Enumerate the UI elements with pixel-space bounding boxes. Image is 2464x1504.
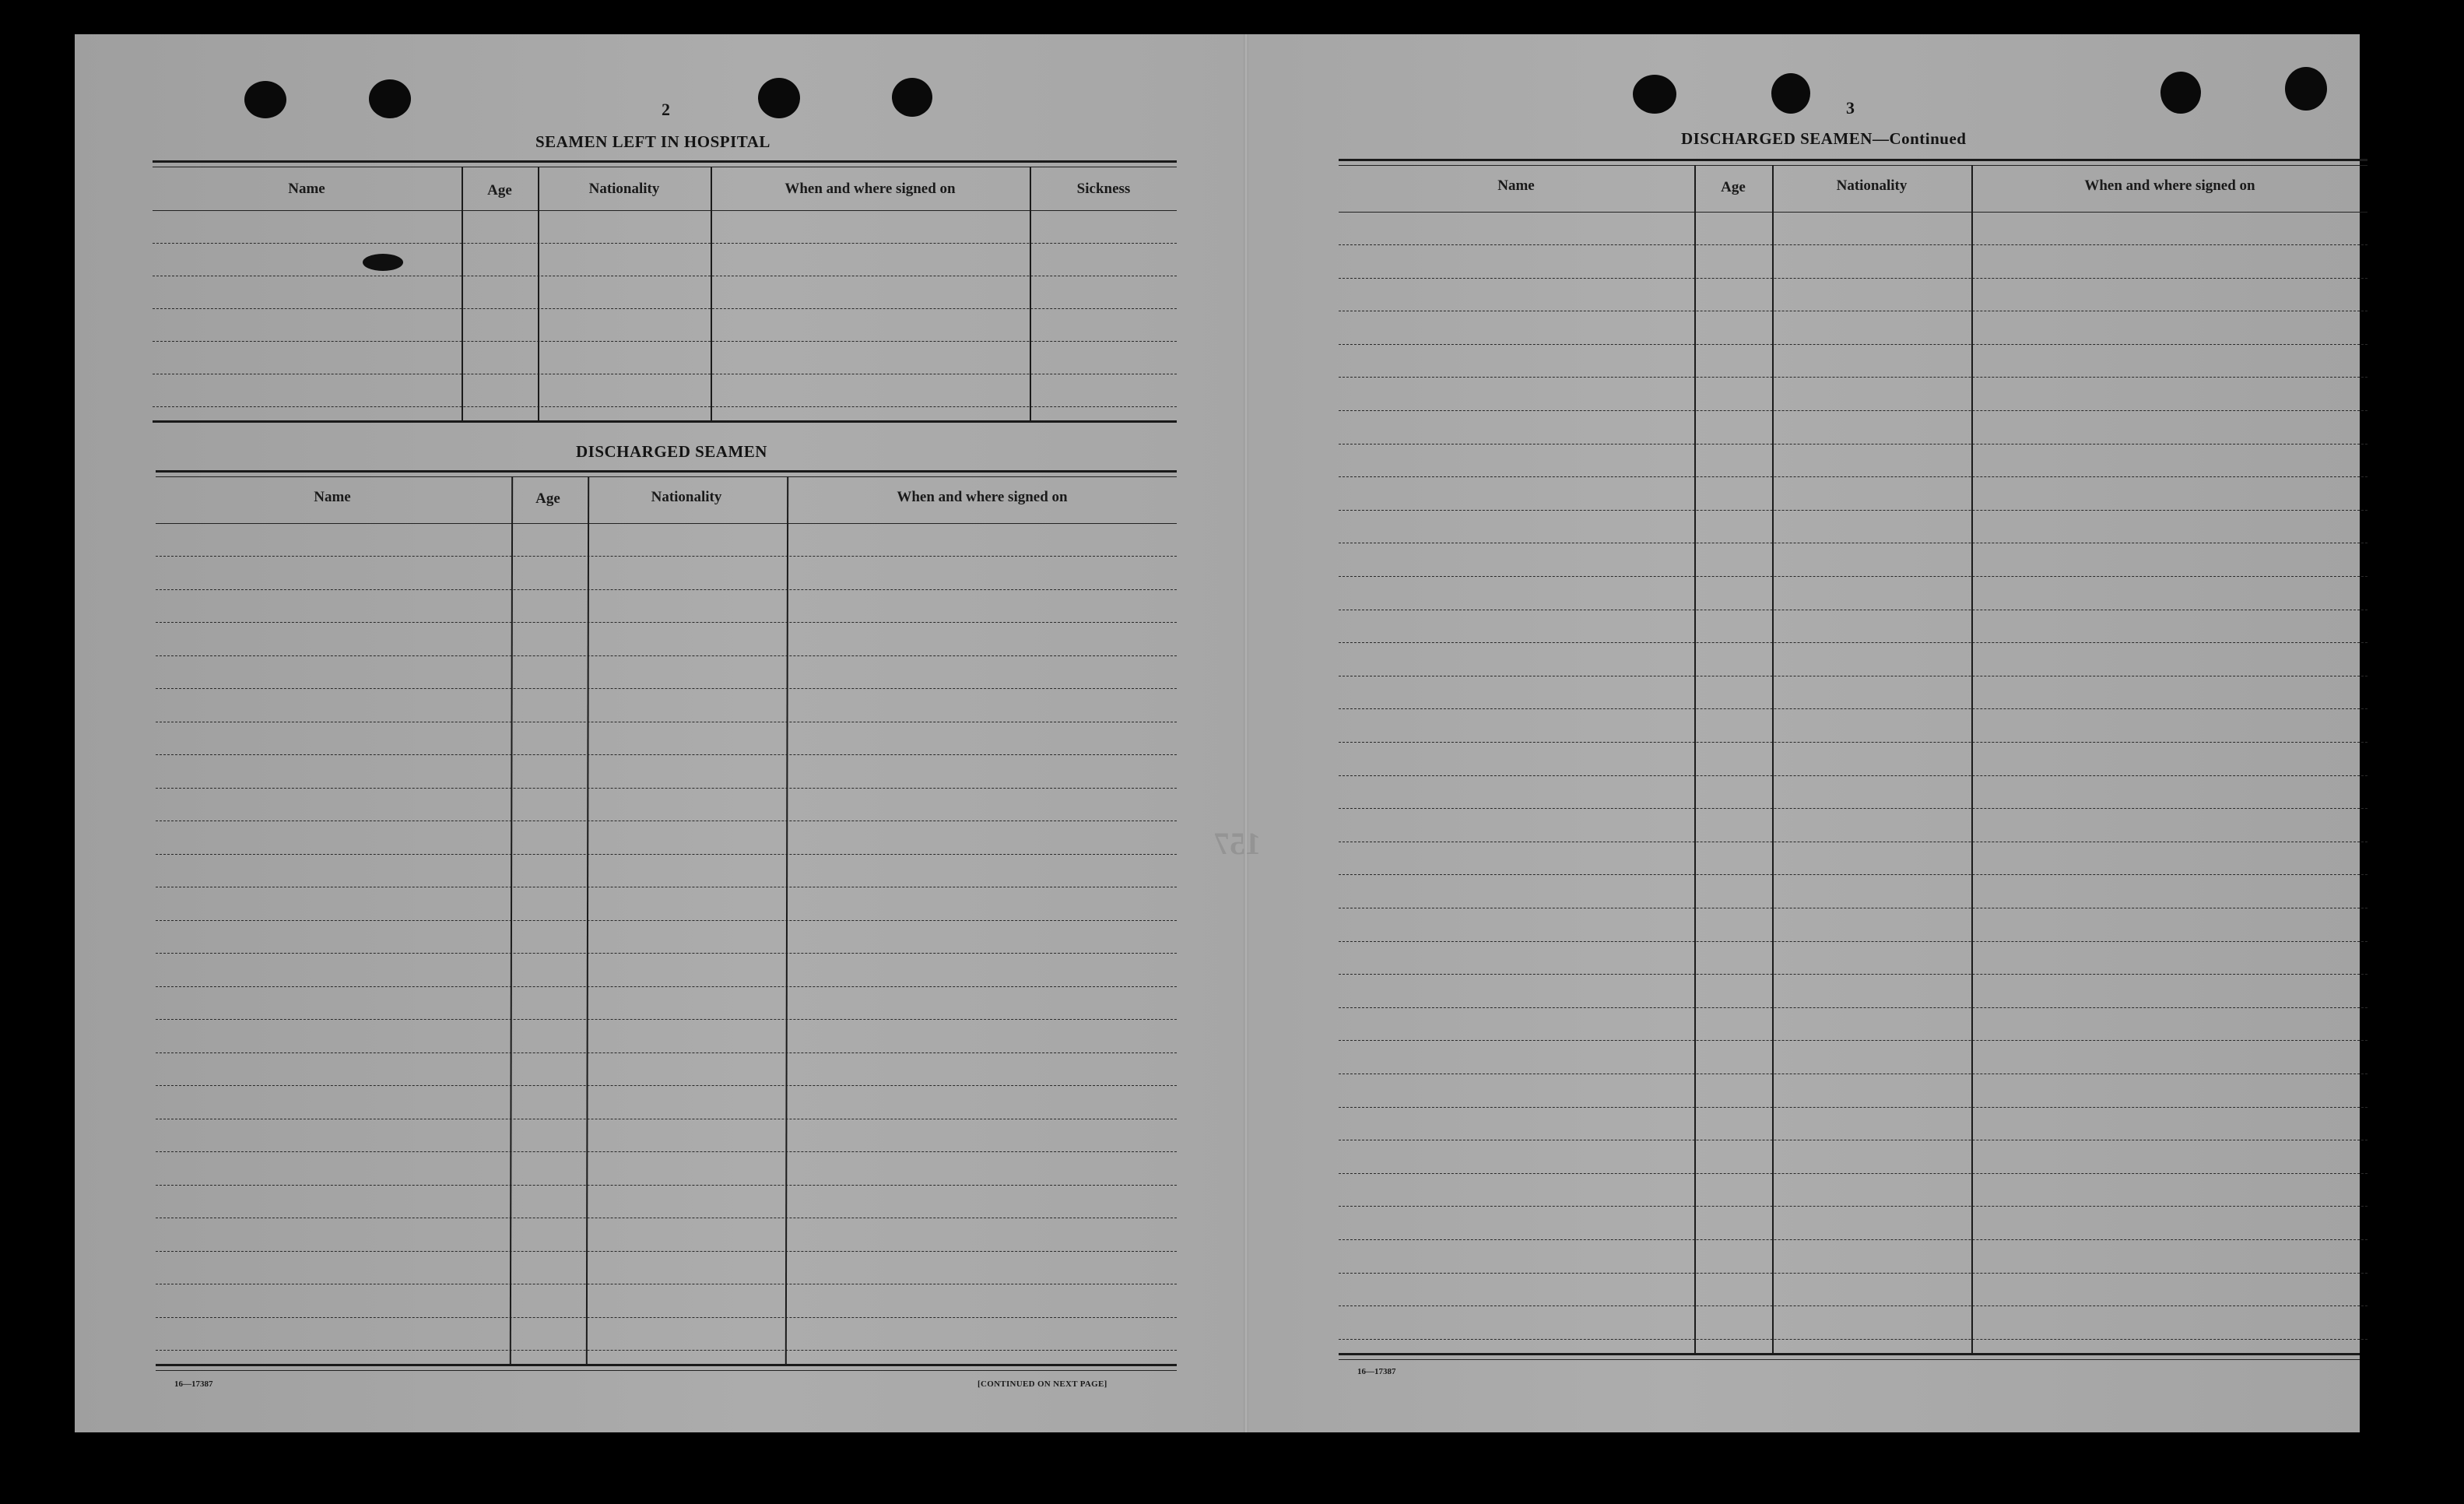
ruled-line (156, 655, 1177, 656)
rule (156, 1370, 1177, 1371)
column-divider (1772, 165, 1774, 1353)
column-header: Age (1721, 179, 1746, 195)
rule (156, 470, 1177, 473)
continued-note: [CONTINUED ON NEXT PAGE] (978, 1379, 1107, 1389)
ruled-line (1339, 1339, 2367, 1340)
rule (1339, 165, 2367, 166)
column-divider (1694, 165, 1696, 1353)
punch-hole (369, 79, 411, 118)
ruled-line (1339, 708, 2367, 709)
ruled-line (1339, 808, 2367, 809)
ruled-line (1339, 874, 2367, 875)
section-title-discharged-continued: DISCHARGED SEAMEN—Continued (1681, 129, 1967, 148)
column-header: Age (487, 182, 512, 199)
column-header: Name (1497, 177, 1535, 194)
ruled-line (156, 589, 1177, 590)
punch-hole (892, 78, 932, 117)
ruled-line (156, 688, 1177, 689)
section-title-discharged: DISCHARGED SEAMEN (576, 442, 767, 461)
section-title-hospital: SEAMEN LEFT IN HOSPITAL (535, 132, 770, 151)
ruled-line (156, 754, 1177, 755)
bleed-through-mark: 157 (1214, 826, 1261, 861)
ruled-line (1339, 742, 2367, 743)
rule (156, 523, 1177, 524)
ruled-line (1339, 576, 2367, 577)
ruled-line (156, 622, 1177, 623)
column-divider (711, 167, 712, 420)
ruled-line (156, 920, 1177, 921)
punch-hole (758, 78, 800, 118)
ruled-line (1339, 1206, 2367, 1207)
ruled-line (1339, 410, 2367, 411)
ruled-line (153, 308, 1177, 309)
column-divider (1971, 165, 1973, 1353)
column-header: Sickness (1076, 181, 1131, 197)
rule (1339, 159, 2367, 161)
ruled-line (156, 1052, 1177, 1053)
ruled-line (1339, 642, 2367, 643)
form-number: 16—17387 (1357, 1367, 1396, 1376)
page-number: 2 (662, 100, 670, 119)
ruled-line (156, 1185, 1177, 1186)
ruled-line (156, 1019, 1177, 1020)
ruled-line (1339, 1007, 2367, 1008)
ruled-line (1339, 974, 2367, 975)
ruled-line (1339, 1107, 2367, 1108)
ruled-line (1339, 377, 2367, 378)
ruled-line (1339, 1305, 2367, 1306)
ruled-line (153, 243, 1177, 244)
ruled-line (153, 341, 1177, 342)
ruled-line (156, 854, 1177, 855)
punch-hole (2160, 72, 2201, 114)
ruled-line (1339, 510, 2367, 511)
column-divider (462, 167, 463, 420)
column-header: Age (535, 490, 560, 507)
ruled-line (1339, 344, 2367, 345)
ruled-line (1339, 476, 2367, 477)
ruled-line (153, 406, 1177, 407)
ruled-line (1339, 775, 2367, 776)
column-header: Name (288, 181, 325, 197)
ruled-line (1339, 1173, 2367, 1174)
rule (153, 210, 1177, 211)
ruled-line (1339, 1040, 2367, 1041)
ruled-line (1339, 244, 2367, 245)
page-number: 3 (1846, 98, 1855, 118)
ruled-line (1339, 444, 2367, 445)
page-fold (1244, 34, 1248, 1432)
column-header: Nationality (588, 181, 660, 197)
rule (1339, 1353, 2360, 1355)
column-header: Nationality (1836, 177, 1908, 194)
rule (153, 160, 1177, 163)
punch-hole (1633, 75, 1676, 114)
ruled-line (156, 1151, 1177, 1152)
ruled-line (156, 556, 1177, 557)
punch-hole (1771, 73, 1810, 114)
ink-blot (363, 254, 403, 271)
column-divider (538, 167, 539, 420)
ruled-line (156, 1317, 1177, 1318)
column-header: When and where signed on (897, 489, 1068, 505)
ruled-line (1339, 941, 2367, 942)
punch-hole (244, 81, 286, 118)
column-header: Nationality (651, 489, 722, 505)
ruled-line (1339, 1273, 2367, 1274)
column-header: When and where signed on (2084, 177, 2255, 194)
form-number: 16—17387 (174, 1379, 213, 1389)
rule (156, 476, 1177, 477)
punch-hole (2285, 67, 2327, 111)
ruled-line (156, 1350, 1177, 1351)
column-divider (1030, 167, 1031, 420)
rule (156, 1364, 1177, 1366)
ruled-line (156, 953, 1177, 954)
ruled-line (1339, 1239, 2367, 1240)
column-header: Name (314, 489, 351, 505)
rule (1339, 1359, 2360, 1360)
ruled-line (156, 1251, 1177, 1252)
ruled-line (156, 788, 1177, 789)
rule (1339, 212, 2367, 213)
column-header: When and where signed on (784, 181, 956, 197)
rule (153, 420, 1177, 423)
ruled-line (156, 1085, 1177, 1086)
ruled-line (1339, 278, 2367, 279)
ruled-line (156, 986, 1177, 987)
